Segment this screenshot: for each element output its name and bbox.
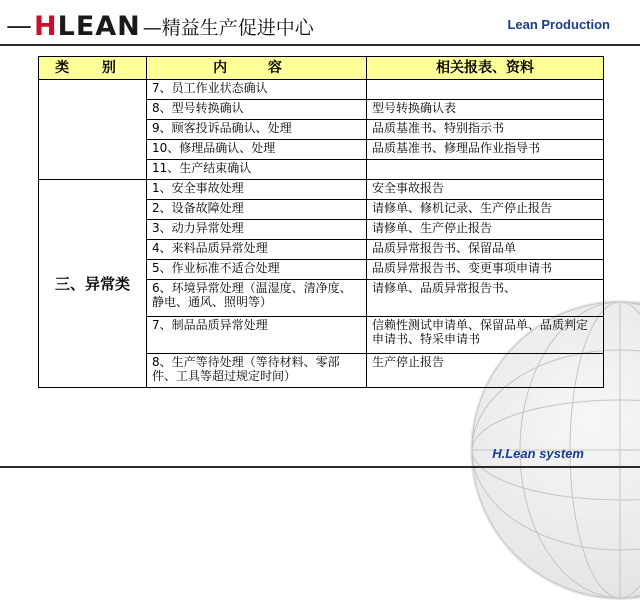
header-content: 内 容 xyxy=(147,57,367,80)
table-row xyxy=(39,180,604,200)
header-category: 类 别 xyxy=(39,57,147,80)
category-cell-abnormal: 三、异常类 xyxy=(39,180,147,388)
content-cell: 4、来料品质异常处理 xyxy=(147,240,367,260)
content-cell: 9、顾客投诉品确认、处理 xyxy=(147,120,367,140)
docs-cell: 品质异常报告书、保留品单 xyxy=(367,240,604,260)
content-cell: 8、型号转换确认 xyxy=(147,100,367,120)
docs-cell: 请修单、修机记录、生产停止报告 xyxy=(367,200,604,220)
content-cell: 5、作业标准不适合处理 xyxy=(147,260,367,280)
footer-divider xyxy=(0,466,640,468)
header-documents: 相关报表、资料 xyxy=(367,57,604,80)
docs-cell: 品质基准书、特别指示书 xyxy=(367,120,604,140)
lean-production-label: Lean Production xyxy=(507,17,610,32)
category-cell xyxy=(39,80,147,180)
docs-cell: 品质异常报告书、变更事项申请书 xyxy=(367,260,604,280)
content-cell: 11、生产结束确认 xyxy=(147,160,367,180)
content-cell: 10、修理品确认、处理 xyxy=(147,140,367,160)
docs-cell: 品质基准书、修理品作业指导书 xyxy=(367,140,604,160)
docs-cell xyxy=(367,80,604,100)
logo-dash: — xyxy=(6,11,32,41)
table-header-row xyxy=(39,57,604,80)
hlean-logo xyxy=(6,8,314,44)
docs-cell: 型号转换确认表 xyxy=(367,100,604,120)
content-cell: 2、设备故障处理 xyxy=(147,200,367,220)
content-cell: 7、员工作业状态确认 xyxy=(147,80,367,100)
logo-brand xyxy=(34,11,141,42)
logo-subtitle: —精益生产促进中心 xyxy=(142,16,314,39)
docs-cell: 请修单、品质异常报告书、 xyxy=(367,280,604,317)
docs-cell: 安全事故报告 xyxy=(367,180,604,200)
process-table xyxy=(38,56,604,388)
content-cell: 6、环境异常处理（温湿度、清净度、静电、通风、照明等） xyxy=(147,280,367,317)
content-cell: 1、安全事故处理 xyxy=(147,180,367,200)
docs-cell: 生产停止报告 xyxy=(367,354,604,388)
logo-lean: LEAN xyxy=(57,10,141,42)
content-cell: 3、动力异常处理 xyxy=(147,220,367,240)
content-cell: 7、制品品质异常处理 xyxy=(147,317,367,354)
docs-cell: 请修单、生产停止报告 xyxy=(367,220,604,240)
table-row xyxy=(39,80,604,100)
footer-brand: H.Lean system xyxy=(492,446,584,461)
docs-cell: 信赖性测试申请单、保留品单、品质判定申请书、特采申请书 xyxy=(367,317,604,354)
header-divider xyxy=(0,44,640,46)
docs-cell xyxy=(367,160,604,180)
logo-h: H xyxy=(34,10,58,42)
content-cell: 8、生产等待处理（等待材料、零部件、工具等超过规定时间） xyxy=(147,354,367,388)
